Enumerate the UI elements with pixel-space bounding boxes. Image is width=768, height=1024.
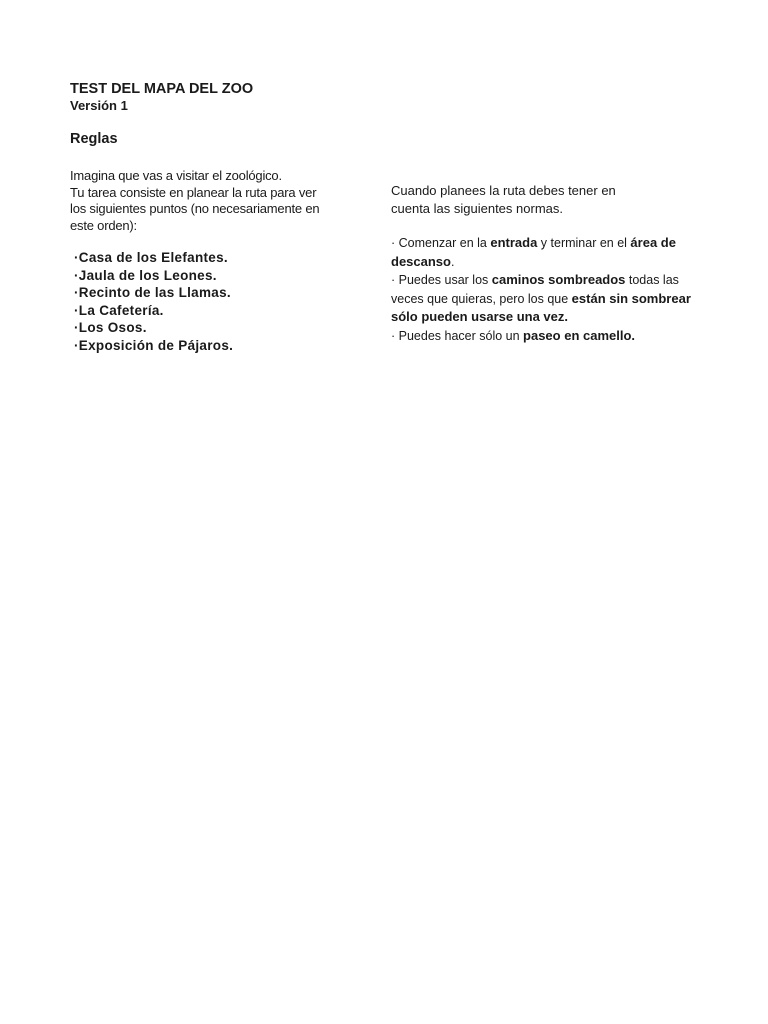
rules-intro: [391, 182, 711, 218]
rule-emphasis: caminos sombreados: [491, 272, 626, 287]
version-label: Versión 1: [70, 98, 128, 113]
intro-line: este orden):: [70, 217, 137, 233]
list-item: ·La Cafetería.: [74, 302, 164, 318]
list-item: ·Los Osos.: [74, 320, 147, 335]
rule-text: todas las veces que quieras, pero los que: [391, 273, 679, 306]
right-column: [391, 182, 711, 345]
rule-emphasis: área de descanso: [391, 235, 676, 269]
left-column: [70, 80, 370, 354]
rules-heading: Reglas: [70, 131, 118, 147]
intro-line: Imagina que vas a visitar el zoológico.: [70, 168, 282, 183]
intro-paragraph: [70, 168, 370, 234]
rules-list: [391, 234, 711, 345]
rule-text: · Puedes usar los: [391, 273, 492, 287]
list-item: ·Jaula de los Leones.: [74, 267, 217, 283]
rule-emphasis: paseo en camello.: [523, 327, 636, 343]
rule-emphasis: están sin sombrear sólo pueden usarse una vez.: [391, 290, 691, 324]
places-list: [70, 249, 370, 354]
intro-line: Tu tarea consiste en planear la ruta para ver: [70, 184, 317, 200]
list-item: ·Exposición de Pájaros.: [74, 337, 234, 353]
rules-intro-line: Cuando planees la ruta debes tener en: [391, 183, 616, 198]
rule-paths: [391, 271, 711, 327]
rule-text: y terminar en el: [537, 236, 631, 250]
intro-line: los siguientes puntos (no necesariamente en: [70, 201, 320, 216]
list-item: ·Casa de los Elefantes.: [74, 250, 228, 265]
list-item: ·Recinto de las Llamas.: [74, 285, 231, 300]
rule-camel: [391, 327, 711, 346]
rule-emphasis: entrada: [490, 235, 538, 250]
rule-text: .: [450, 254, 455, 269]
rule-start-end: [391, 234, 711, 271]
document-title: TEST DEL MAPA DEL ZOO: [70, 81, 254, 97]
rule-text: · Comenzar en la: [391, 236, 491, 250]
rule-text: · Puedes hacer sólo un: [391, 328, 524, 343]
rules-intro-line: cuenta las siguientes normas.: [391, 201, 563, 216]
